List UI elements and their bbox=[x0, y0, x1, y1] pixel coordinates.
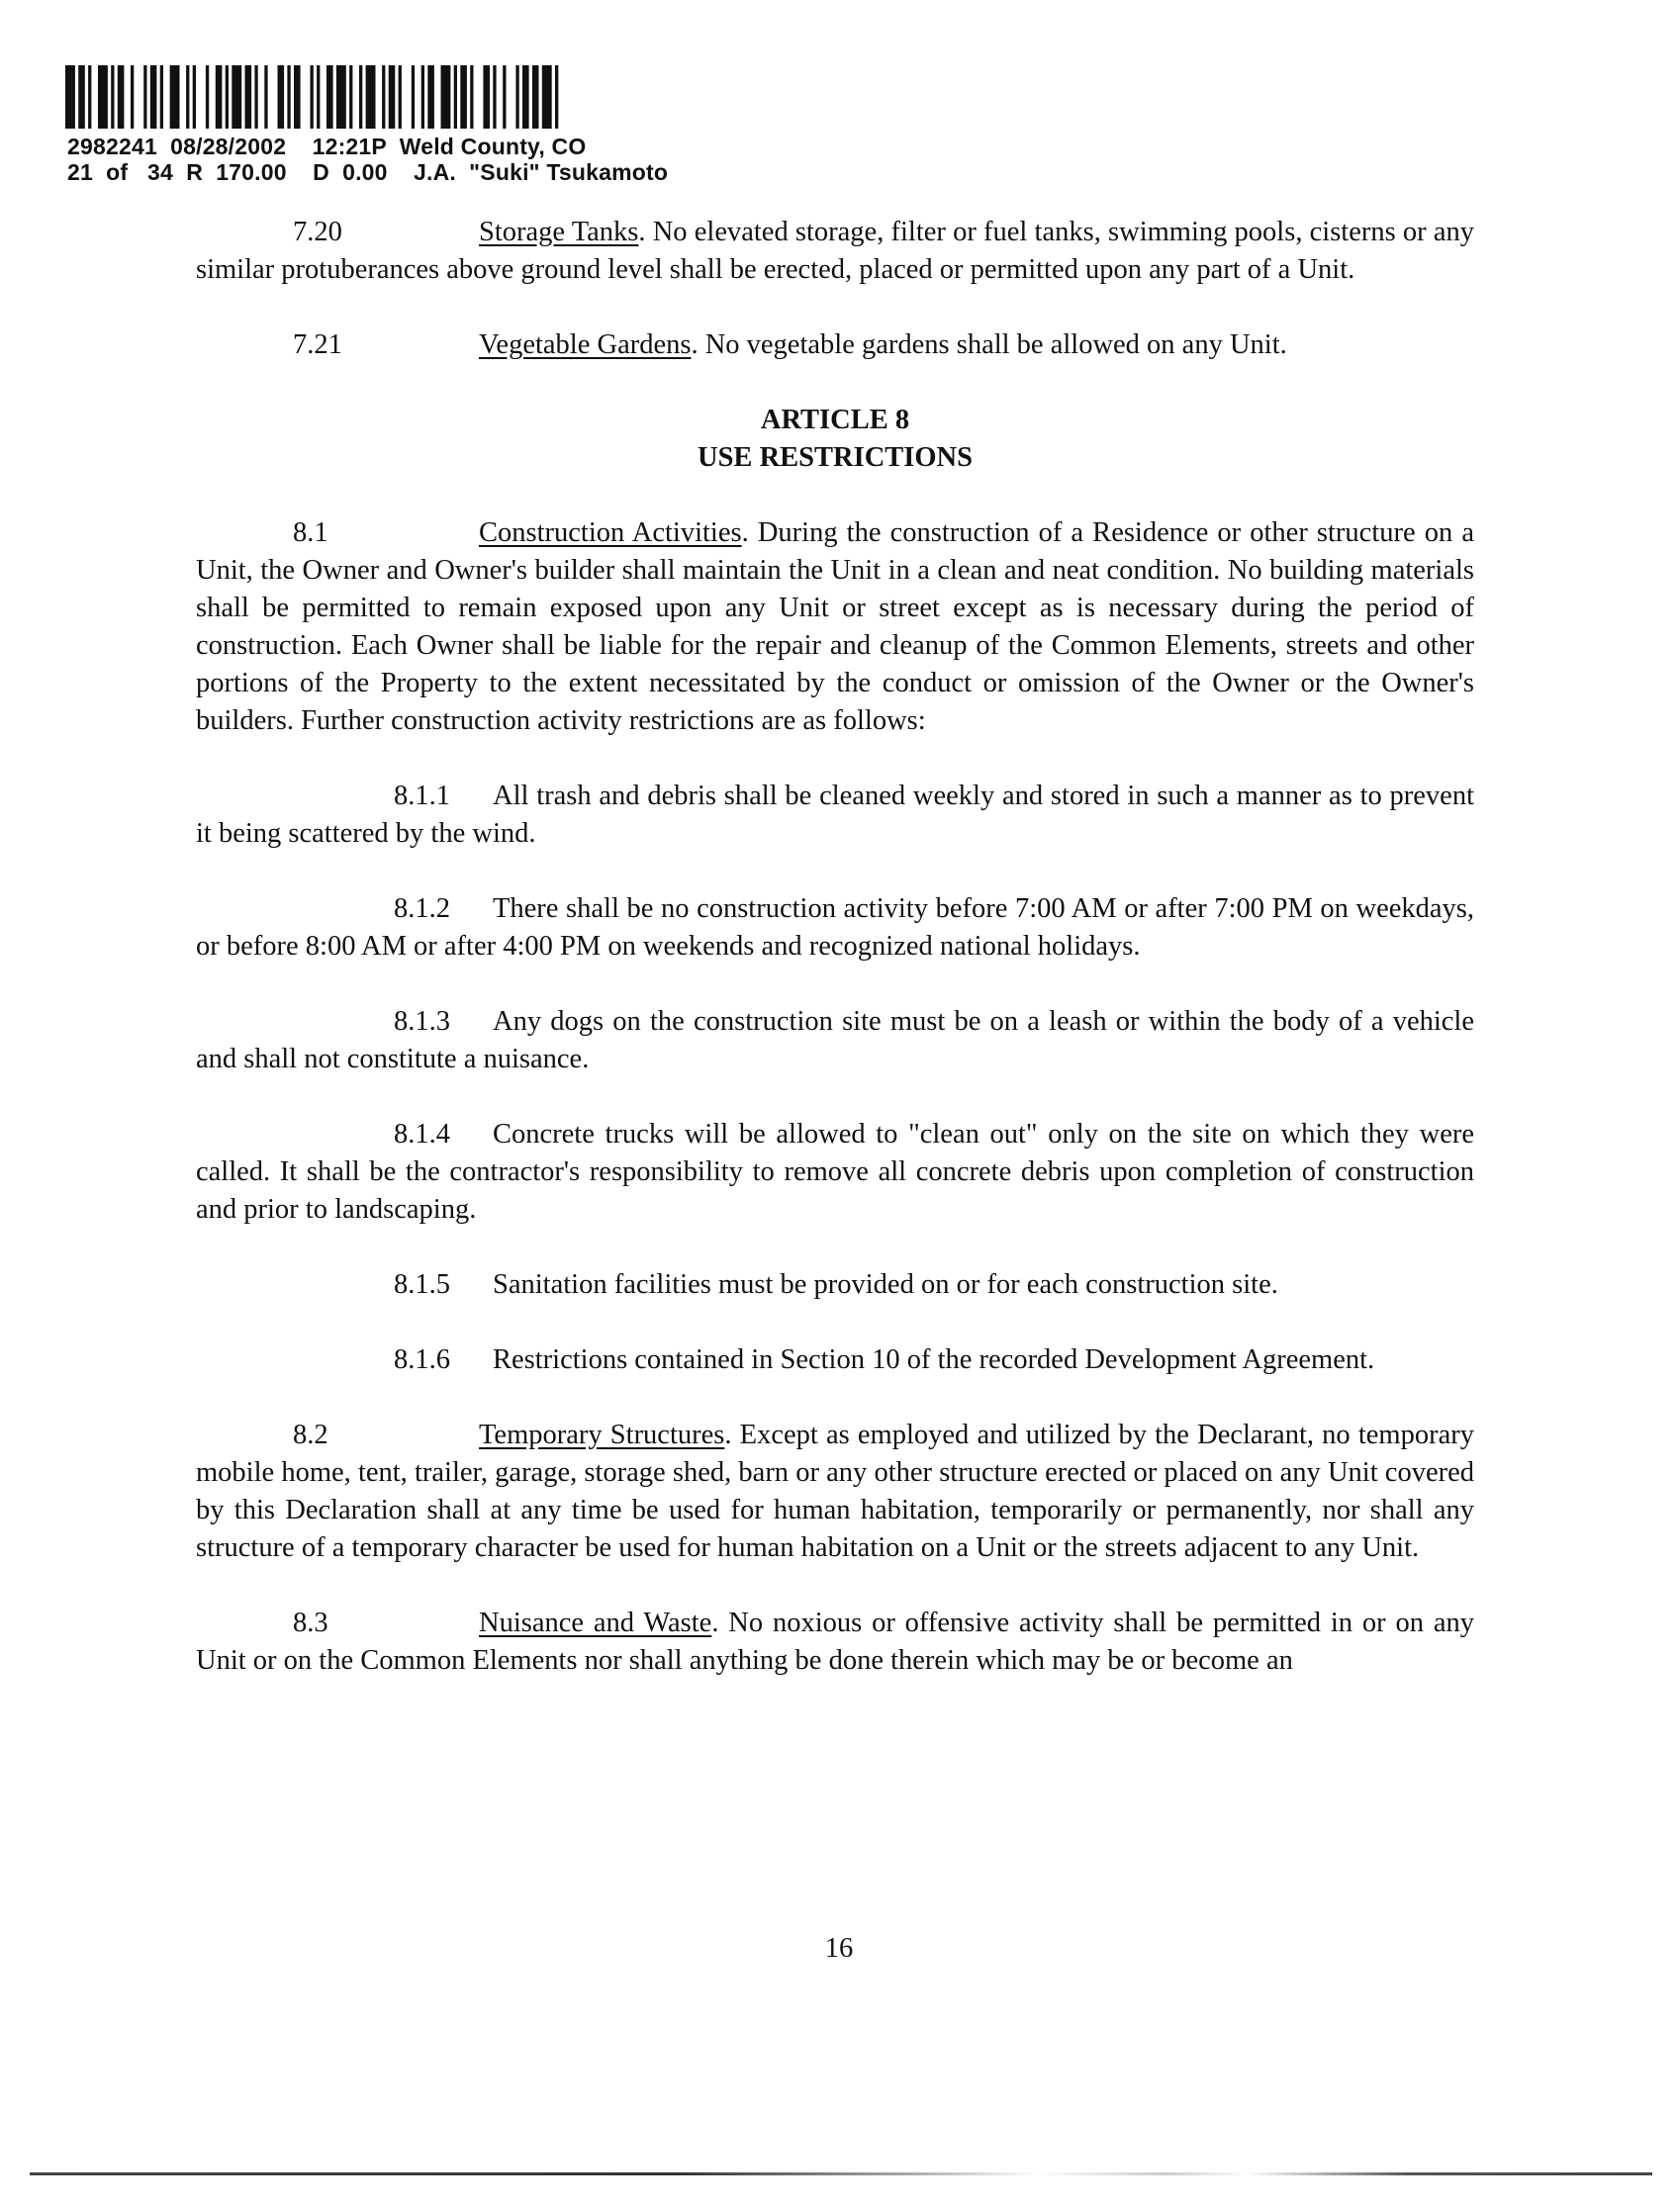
section-title: Storage Tanks bbox=[479, 217, 639, 247]
recording-barcode bbox=[65, 65, 738, 129]
section-text: . Except as employed and utilized by the Declarant, no temporary mobile home, tent, trailer, garage, storage shed, barn or any other structure erected or placed on any Unit covered by this Declaration shall at any time be used for human habitation, temporarily or permanently, nor shall any structure of a temporary character be used for human habitation on a Unit or the streets adjacent to any Unit. bbox=[196, 1420, 1474, 1563]
document-body bbox=[196, 214, 1474, 1680]
article-heading bbox=[196, 402, 1474, 477]
article-title: USE RESTRICTIONS bbox=[698, 442, 973, 473]
section-8-1-1 bbox=[196, 778, 1474, 853]
section-text: Any dogs on the construction site must be on a leash or within the body of a vehicle and shall not constitute a nuisance. bbox=[196, 1006, 1474, 1074]
section-number: 8.1 bbox=[293, 517, 328, 548]
section-text: . During the construction of a Residence or other structure on a Unit, the Owner and Owner's builder shall maintain the Unit in a clean and neat condition. No building materials shall be permitted to remain exposed upon any Unit or street except as is necessary during the period of construction. Each Owner shall be liable for the repair and cleanup of the Common Elements, streets and other portions of the Property to the extent necessitated by the conduct or omission of the Owner or the Owner's builders. Further construction activity restrictions are as follows: bbox=[196, 517, 1474, 736]
section-number: 8.1.3 bbox=[394, 1006, 450, 1037]
section-number: 8.1.2 bbox=[394, 893, 450, 924]
section-text: . No vegetable gardens shall be allowed on any Unit. bbox=[691, 329, 1287, 360]
section-number: 8.3 bbox=[293, 1608, 328, 1638]
section-number: 8.1.1 bbox=[394, 781, 450, 811]
section-text: All trash and debris shall be cleaned weekly and stored in such a manner as to prevent it being scattered by the wind. bbox=[196, 781, 1474, 849]
page-number: 16 bbox=[824, 1933, 854, 1964]
section-number: 8.1.4 bbox=[394, 1119, 450, 1150]
section-8-2 bbox=[196, 1417, 1474, 1567]
section-text: Restrictions contained in Section 10 of the recorded Development Agreement. bbox=[493, 1344, 1375, 1375]
section-title: Nuisance and Waste bbox=[479, 1608, 712, 1638]
section-text: Concrete trucks will be allowed to "clean out" only on the site on which they were called. It shall be the contractor's responsibility to remove all concrete debris upon completion of construction and prior to landscaping. bbox=[196, 1119, 1474, 1225]
section-number: 8.2 bbox=[293, 1420, 328, 1450]
section-7-21 bbox=[196, 326, 1474, 364]
section-number: 7.20 bbox=[293, 217, 342, 247]
recording-stamp-line-1: 2982241 08/28/2002 12:21P Weld County, CO bbox=[67, 134, 587, 159]
section-title: Construction Activities bbox=[479, 517, 742, 548]
section-8-1-3 bbox=[196, 1003, 1474, 1078]
article-number: ARTICLE 8 bbox=[760, 405, 910, 435]
section-8-1 bbox=[196, 514, 1474, 740]
section-text: Sanitation facilities must be provided on or for each construction site. bbox=[493, 1269, 1278, 1300]
section-7-20 bbox=[196, 214, 1474, 289]
section-text: . No noxious or offensive activity shall be permitted in or on any Unit or on the Common Elements nor shall anything be done therein which may be or become an bbox=[196, 1608, 1474, 1676]
section-number: 8.1.5 bbox=[394, 1269, 450, 1300]
section-text: There shall be no construction activity before 7:00 AM or after 7:00 PM on weekdays, or before 8:00 AM or after 4:00 PM on weekends and recognized national holidays. bbox=[196, 893, 1474, 962]
section-8-1-4 bbox=[196, 1116, 1474, 1229]
section-8-1-5 bbox=[196, 1266, 1474, 1304]
section-number: 7.21 bbox=[293, 329, 342, 360]
section-title: Vegetable Gardens bbox=[479, 329, 692, 360]
section-8-3 bbox=[196, 1605, 1474, 1680]
scan-edge-line bbox=[30, 2172, 1652, 2175]
section-title: Temporary Structures bbox=[479, 1420, 725, 1450]
section-8-1-6 bbox=[196, 1341, 1474, 1379]
recording-stamp-line-2: 21 of 34 R 170.00 D 0.00 J.A. "Suki" Tsukamoto bbox=[67, 159, 669, 185]
section-number: 8.1.6 bbox=[394, 1344, 450, 1375]
section-text: . No elevated storage, filter or fuel tanks, swimming pools, cisterns or any similar protuberances above ground level shall be erected, placed or permitted upon any part of a Unit. bbox=[196, 217, 1474, 285]
section-8-1-2 bbox=[196, 890, 1474, 966]
